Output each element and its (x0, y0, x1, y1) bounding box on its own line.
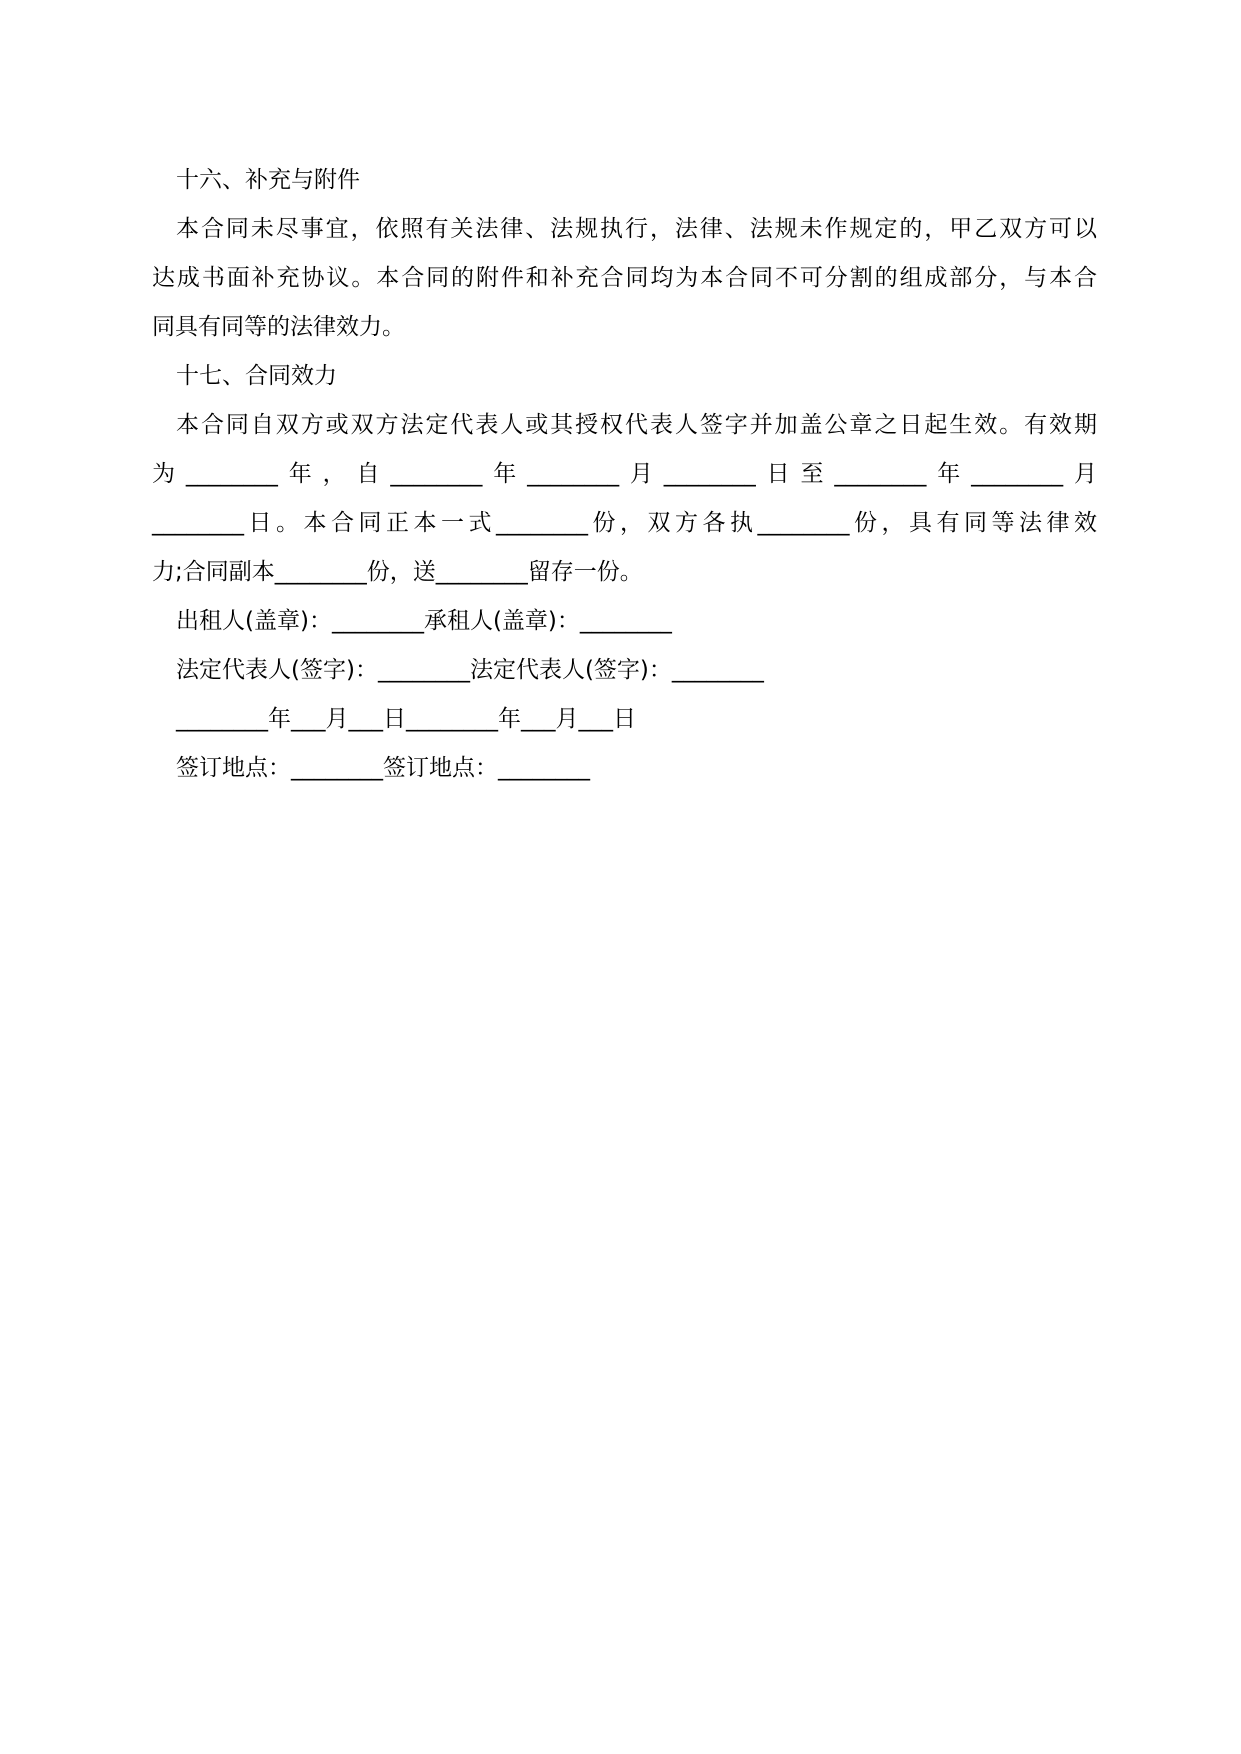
signing-place-line: 签订地点：________签订地点：________ (176, 755, 590, 781)
section-16-paragraph-line-1: 本合同未尽事宜，依照有关法律、法规执行，法律、法规未作规定的，甲乙双方可以 (176, 216, 1097, 242)
section-16-paragraph-line-3: 同具有同等的法律效力。 (152, 314, 405, 340)
section-17-paragraph-line-2: 为________年，自________年________月________日至________年________月 (152, 461, 1097, 487)
section-17-paragraph-line-1: 本合同自双方或双方法定代表人或其授权代表人签字并加盖公章之日起生效。有效期 (176, 412, 1097, 438)
section-16-paragraph-line-2: 达成书面补充协议。本合同的附件和补充合同均为本合同不可分割的组成部分，与本合 (152, 265, 1097, 291)
seal-line: 出租人(盖章)：________承租人(盖章)：________ (176, 608, 672, 634)
contract-page (152, 156, 1097, 793)
section-17-heading: 十七、合同效力 (176, 363, 337, 389)
section-17-paragraph-line-3: ________日。本合同正本一式________份，双方各执________份，具有同等法律效 (152, 510, 1097, 536)
section-17-paragraph-line-4: 力;合同副本________份，送________留存一份。 (152, 559, 643, 585)
legal-representative-line: 法定代表人(签字)：________法定代表人(签字)：________ (176, 657, 764, 683)
signing-date-line: ________年___月___日________年___月___日 (176, 706, 636, 732)
section-16-heading: 十六、补充与附件 (176, 167, 360, 193)
